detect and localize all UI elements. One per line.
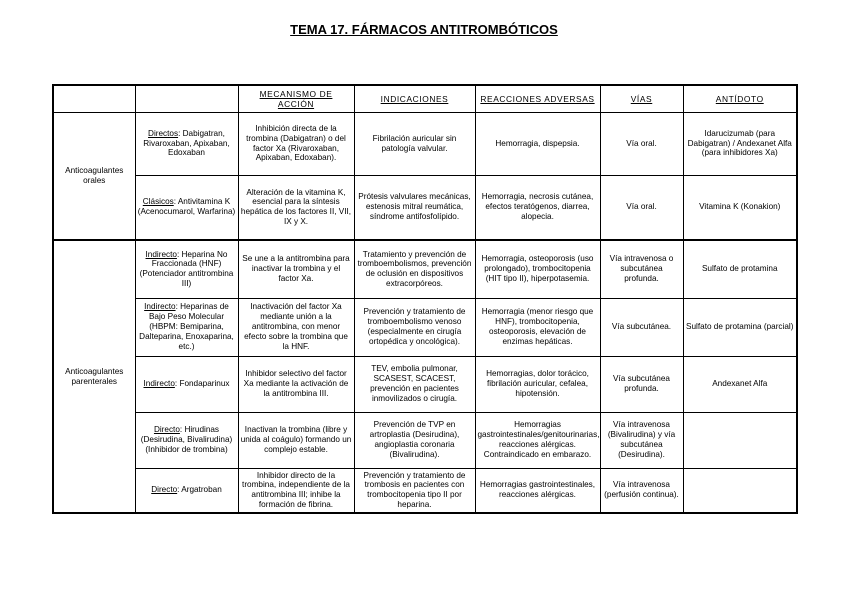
adverse-cell: Hemorragias gastrointestinales/genitourinarias, reacciones alérgicas. Contraindicado en embarazo. (475, 412, 600, 468)
mechanism-cell: Inactivan la trombina (libre y unida al coágulo) formando un complejo estable. (238, 412, 354, 468)
antidote-cell: Vitamina K (Konakion) (683, 175, 797, 240)
header-mechanism: MECANISMO DE ACCIÓN (238, 85, 354, 112)
antidote-cell (683, 412, 797, 468)
table-row (53, 468, 797, 513)
route-cell: Vía oral. (600, 175, 683, 240)
adverse-cell: Hemorragia (menor riesgo que HNF), trombocitopenia, osteoporosis, elevación de enzimas hepáticas. (475, 298, 600, 356)
indications-cell: Prótesis valvulares mecánicas, estenosis mitral reumática, síndrome antifosfolípido. (354, 175, 475, 240)
mechanism-cell: Inactivación del factor Xa mediante unión a la antitrombina, con menor efecto sobre la trombina que la HNF. (238, 298, 354, 356)
route-cell: Vía intravenosa o subcutánea profunda. (600, 240, 683, 298)
indications-cell: TEV, embolia pulmonar, SCASEST, SCACEST, prevención en pacientes inmovilizados o cirugía. (354, 356, 475, 412)
adverse-cell: Hemorragias, dolor torácico, fibrilación auricular, cefalea, hipotensión. (475, 356, 600, 412)
adverse-cell: Hemorragia, dispepsia. (475, 112, 600, 175)
antidote-cell (683, 468, 797, 513)
drug-type-cell: Indirecto: Heparina No Fraccionada (HNF) (Potenciador antitrombina III) (135, 240, 238, 298)
drug-type-cell: Directo: Argatroban (135, 468, 238, 513)
route-cell: Vía subcutánea. (600, 298, 683, 356)
drug-type-cell: Clásicos: Antivitamina K (Acenocumarol, Warfarina) (135, 175, 238, 240)
table-row (53, 298, 797, 356)
indications-cell: Prevención de TVP en artroplastia (Desirudina), angioplastia coronaria (Bivalirudina). (354, 412, 475, 468)
group-parenteral-label: Anticoagulantes parenterales (53, 240, 135, 513)
table-row (53, 112, 797, 175)
antidote-cell: Sulfato de protamina (683, 240, 797, 298)
mechanism-cell: Inhibidor directo de la trombina, independiente de la antitrombina III; inhibe la formación de fibrina. (238, 468, 354, 513)
antidote-cell: Sulfato de protamina (parcial) (683, 298, 797, 356)
table-header-row (53, 85, 797, 112)
page-title: TEMA 17. FÁRMACOS ANTITROMBÓTICOS (290, 22, 558, 37)
header-route: VÍAS (600, 85, 683, 112)
adverse-cell: Hemorragias gastrointestinales, reacciones alérgicas. (475, 468, 600, 513)
drug-type-cell: Directo: Hirudinas (Desirudina, Bivalirudina) (Inhibidor de trombina) (135, 412, 238, 468)
route-cell: Vía intravenosa (Bivalirudina) y vía subcutánea (Desirudina). (600, 412, 683, 468)
header-cell-type (135, 85, 238, 112)
drug-table (52, 84, 798, 514)
table-row (53, 175, 797, 240)
route-cell: Vía intravenosa (perfusión continua). (600, 468, 683, 513)
header-cell-group (53, 85, 135, 112)
adverse-cell: Hemorragia, osteoporosis (uso prolongado), trombocitopenia (HIT tipo II), hiperpotasemia. (475, 240, 600, 298)
drug-type-cell: Directos: Dabigatran, Rivaroxaban, Apixaban, Edoxaban (135, 112, 238, 175)
indications-cell: Tratamiento y prevención de tromboembolismos, prevención de oclusión en dispositivos extracorpóreos. (354, 240, 475, 298)
mechanism-cell: Inhibidor selectivo del factor Xa mediante la activación de la antitrombina III. (238, 356, 354, 412)
indications-cell: Prevención y tratamiento de tromboembolismo venoso (especialmente en cirugía ortopédica y oncológica). (354, 298, 475, 356)
antidote-cell: Andexanet Alfa (683, 356, 797, 412)
group-oral-label: Anticoagulantes orales (53, 112, 135, 240)
route-cell: Vía subcutánea profunda. (600, 356, 683, 412)
table-row (53, 356, 797, 412)
header-indications: INDICACIONES (354, 85, 475, 112)
header-adverse: REACCIONES ADVERSAS (475, 85, 600, 112)
mechanism-cell: Alteración de la vitamina K, esencial para la síntesis hepática de los factores II, VII, IX y X. (238, 175, 354, 240)
header-antidote: ANTÍDOTO (683, 85, 797, 112)
antidote-cell: Idarucizumab (para Dabigatran) / Andexanet Alfa (para inhibidores Xa) (683, 112, 797, 175)
mechanism-cell: Se une a la antitrombina para inactivar la trombina y el factor Xa. (238, 240, 354, 298)
mechanism-cell: Inhibición directa de la trombina (Dabigatran) o del factor Xa (Rivaroxaban, Apixaban, Edoxaban). (238, 112, 354, 175)
indications-cell: Prevención y tratamiento de trombosis en pacientes con trombocitopenia tipo II por heparina. (354, 468, 475, 513)
table-row (53, 412, 797, 468)
route-cell: Vía oral. (600, 112, 683, 175)
drug-type-cell: Indirecto: Heparinas de Bajo Peso Molecular (HBPM: Bemiparina, Dalteparina, Enoxaparina, etc.) (135, 298, 238, 356)
indications-cell: Fibrilación auricular sin patología valvular. (354, 112, 475, 175)
drug-type-cell: Indirecto: Fondaparinux (135, 356, 238, 412)
adverse-cell: Hemorragia, necrosis cutánea, efectos teratógenos, diarrea, alopecia. (475, 175, 600, 240)
table-row (53, 240, 797, 298)
